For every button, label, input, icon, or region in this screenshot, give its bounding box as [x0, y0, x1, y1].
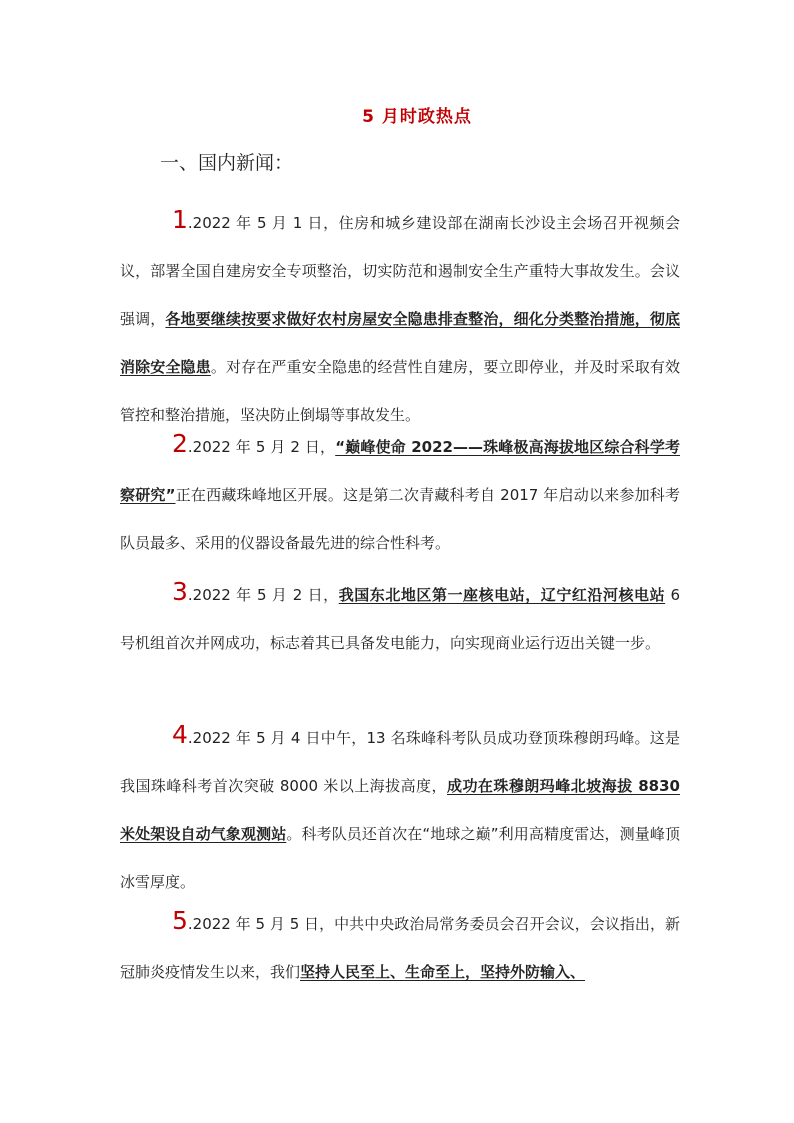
item-highlight: 成功在珠穆朗玛峰北坡海拔 8830 米处架设自动气象观测站 [120, 777, 680, 843]
item-highlight: 坚持人民至上、生命至上，坚持外防输入、 [300, 963, 586, 981]
document-title: 5 月时政热点 [362, 107, 472, 127]
item-number: 2 [172, 429, 188, 458]
item-number: 3 [172, 577, 188, 606]
item-text: 。科考队员还首次在“地球之巅”利用高精度雷达，测量峰顶冰雪厚度。 [120, 825, 680, 891]
item-text: 正在西藏珠峰地区开展。这是第二次青藏科考自 2017 年启动以来参加科考队员最多、采用的仪器设备最先进的综合性科考。 [120, 486, 680, 552]
item-text: 。对存在严重安全隐患的经营性自建房，要立即停业，并及时采取有效管控和整治措施，坚决防止倒塌等事故发生。 [120, 358, 680, 424]
news-item-1 [120, 196, 680, 439]
item-text: .2022 年 5 月 2 日， [187, 586, 339, 604]
item-text: .2022 年 5 月 1 日，住房和城乡建设部在湖南长沙设主会场召开视频会议，部署全国自建房安全专项整治，切实防范和遏制安全生产重特大事故发生。会议强调， [120, 214, 680, 328]
news-item-3 [120, 568, 680, 667]
item-text: .2022 年 5 月 4 日中午，13 名珠峰科考队员成功登顶珠穆朗玛峰。这是我国珠峰科考首次突破 8000 米以上海拔高度， [120, 729, 680, 795]
item-highlight: 我国东北地区第一座核电站，辽宁红沿河核电站 [338, 586, 666, 604]
item-text: 6 号机组首次并网成功，标志着其已具备发电能力，向实现商业运行迈出关键一步。 [120, 586, 680, 652]
item-text: .2022 年 5 月 2 日， [187, 438, 336, 456]
news-item-5 [120, 897, 680, 996]
news-item-2 [120, 420, 680, 567]
item-highlight: 各地要继续按要求做好农村房屋安全隐患排查整治，细化分类整治措施，彻底消除安全隐患 [120, 310, 680, 376]
item-number: 4 [172, 720, 188, 749]
item-highlight: “巅峰使命 2022——珠峰极高海拔地区综合科学考察研究” [120, 438, 680, 504]
item-number: 1 [172, 205, 188, 234]
item-number: 5 [172, 906, 188, 935]
news-item-4 [120, 711, 680, 906]
section-heading: 一、国内新闻： [160, 152, 294, 174]
item-text: .2022 年 5 月 5 日，中共中央政治局常务委员会召开会议，会议指出，新冠肺炎疫情发生以来，我们 [120, 915, 680, 981]
